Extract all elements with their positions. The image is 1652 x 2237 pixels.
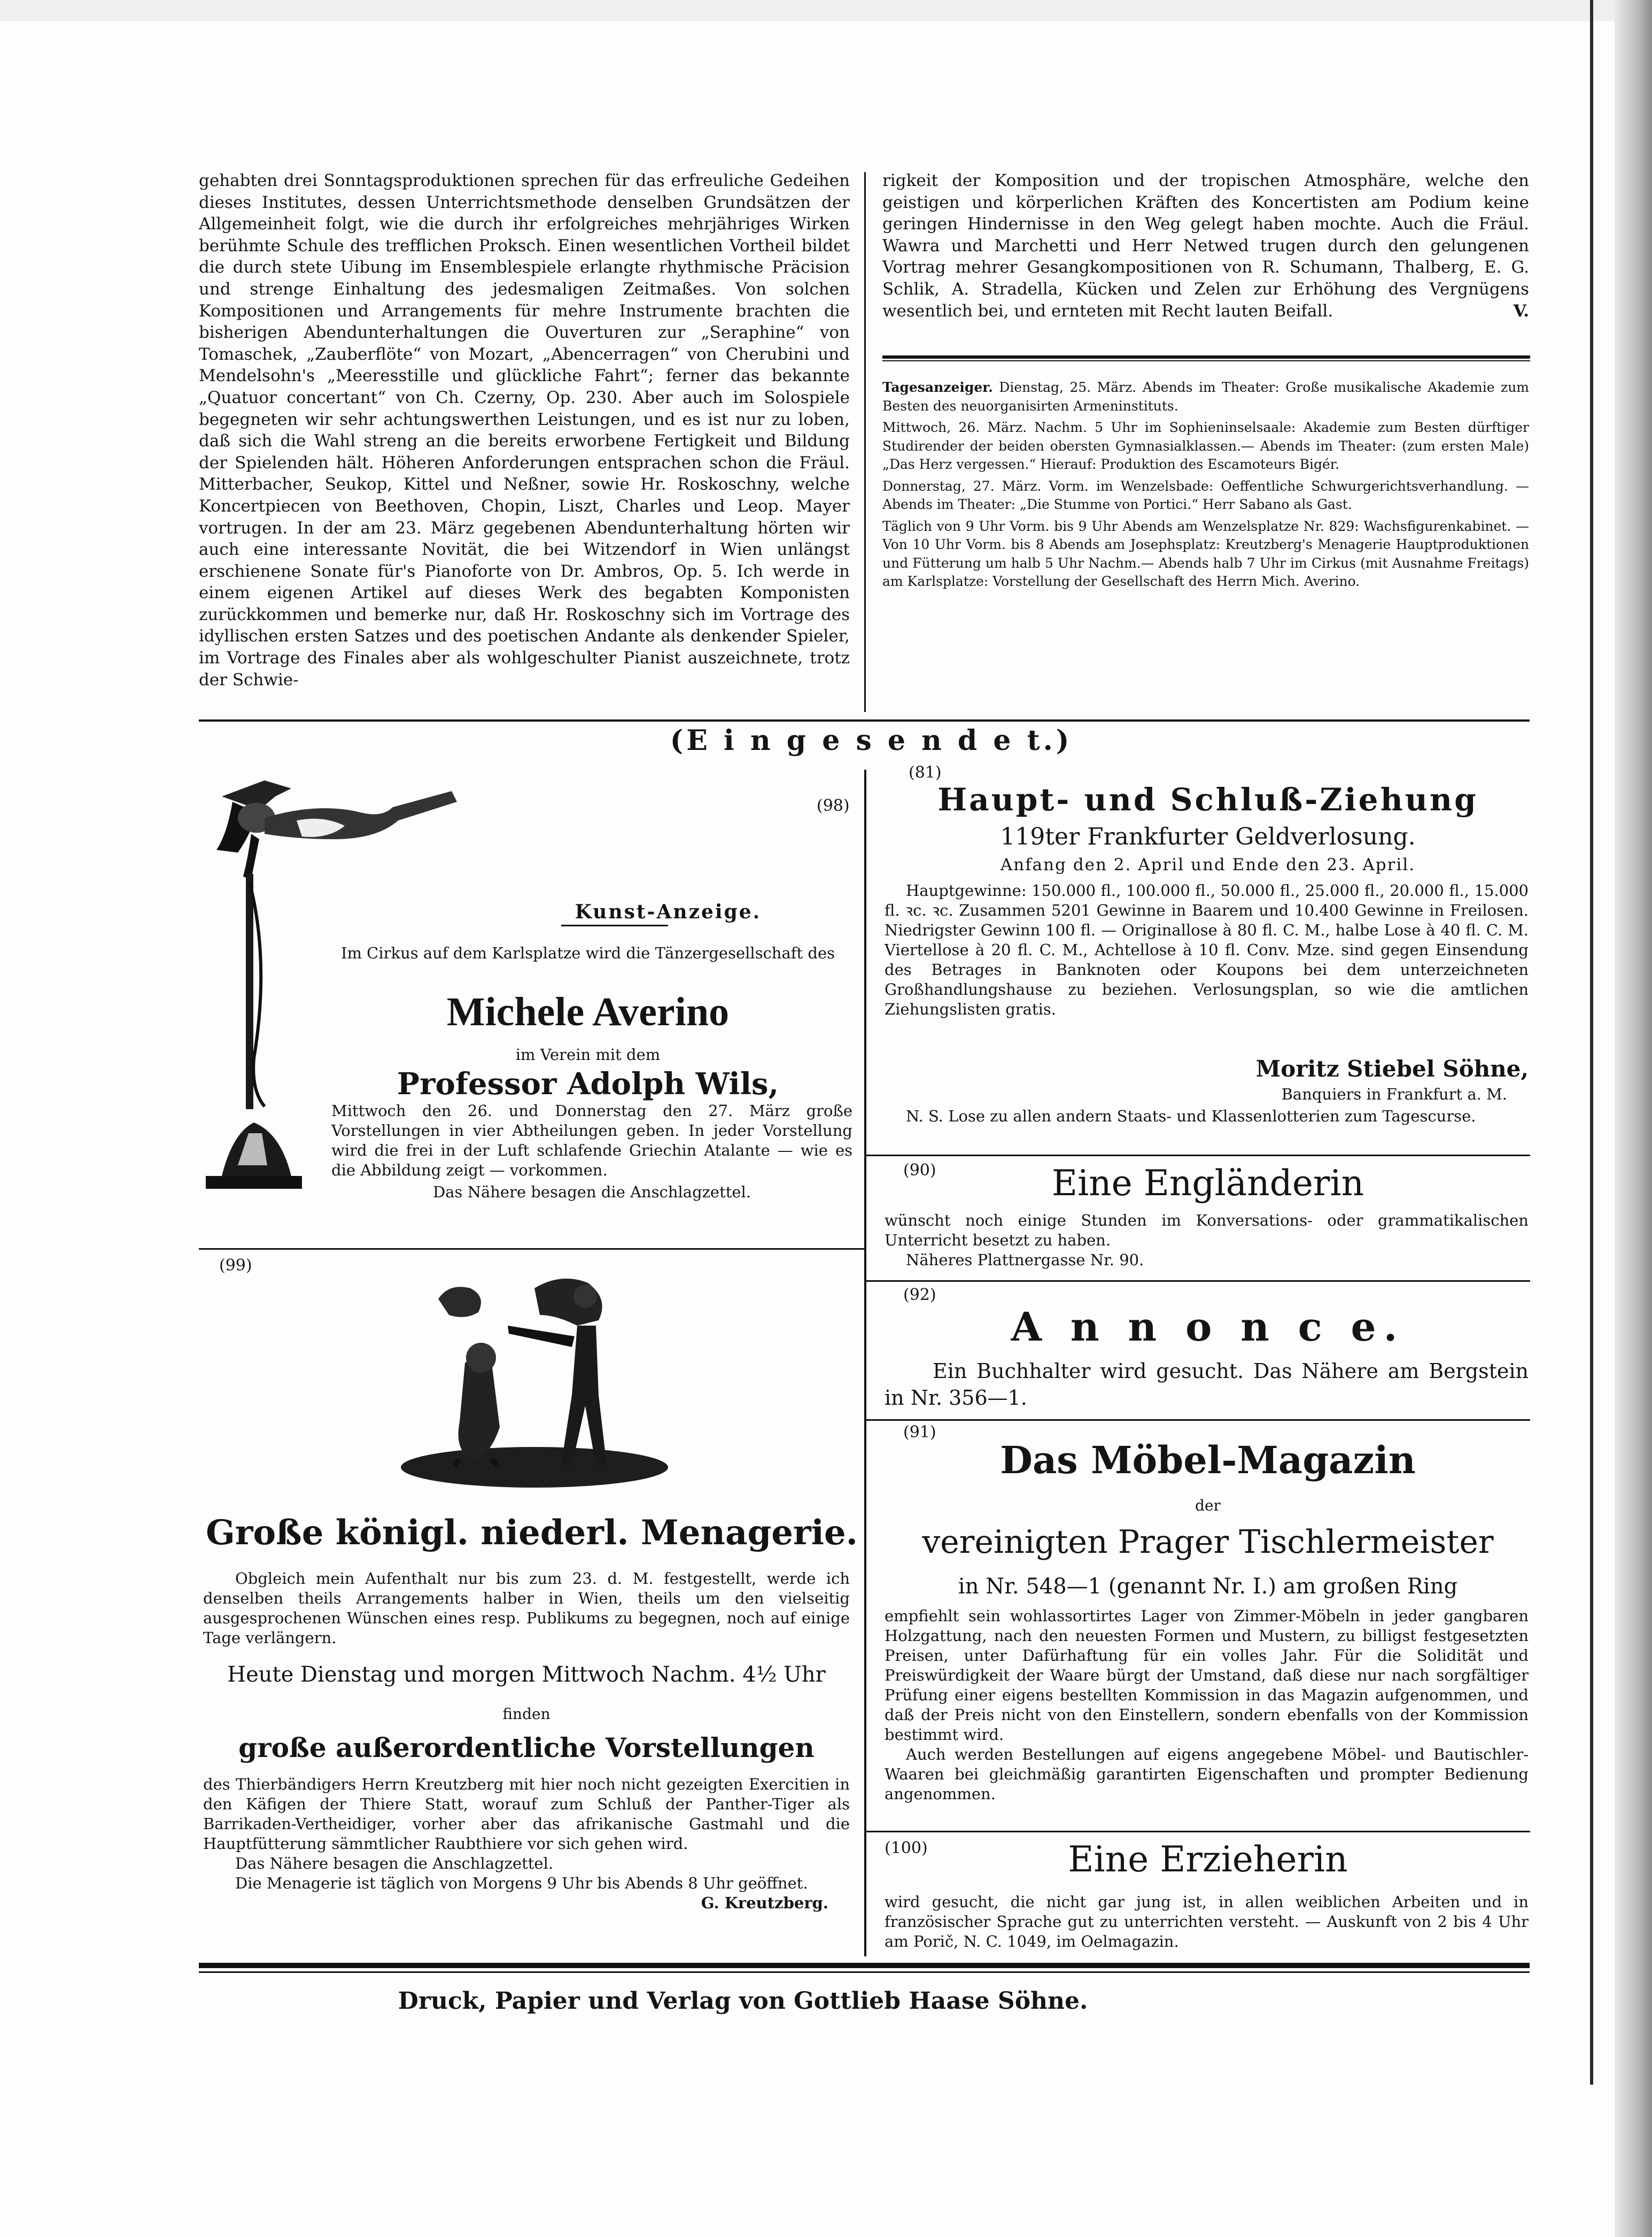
ad-number: (81) bbox=[909, 763, 942, 782]
ad-99-heading: Große königl. niederl. Menagerie. bbox=[206, 1513, 858, 1553]
tagesanzeiger-entry: Täglich von 9 Uhr Vorm. bis 9 Uhr Abends am Wenzelsplatze Nr. 829: Wachsfigurenkabinet. — Von 10 Uhr Vorm. bis 8 Abends am Josephsplatz: Kreutzberg's Menagerie Hauptproduktionen und Fütterung um halb 5 Uhr Nachm.— Abends halb 7 Uhr im Cirkus (mit Ausnahme Freitags) am Karlsplatze: Vorstellung der Gesellschaft des Herrn Mich. Averino. bbox=[882, 518, 1529, 589]
scan-top-edge bbox=[0, 0, 1652, 21]
ad-99-signature: G. Kreutzberg. bbox=[701, 1894, 828, 1912]
ad-99-body-2: des Thierbändigers Herrn Kreutzberg mit hier noch nicht gezeigten Exercitien in den Käfigen der Thiere Statt, worauf zum Schluß der Panther-Tiger als Barrikaden-Vertheidiger, vorher aber das afrikanische Gastmahl und die Hauptfütterung sämmtlicher Raubthiere vor sich gehen wird. Das Nähere besagen die Anschlagzettel. Die Menagerie ist täglich von Morgens 9 Uhr bis Abends 8 Uhr geöffnet. G. Kreutzberg. bbox=[203, 1775, 850, 1912]
ad-100-heading: Eine Erzieherin bbox=[1068, 1839, 1348, 1880]
ad-number: (92) bbox=[903, 1286, 936, 1304]
ad-number: (98) bbox=[817, 796, 850, 815]
scan-page-edge-line bbox=[1590, 0, 1593, 2085]
ad-99-time-line: Heute Dienstag und morgen Mittwoch Nachm. 4½ Uhr bbox=[227, 1662, 826, 1687]
footer-thin-rule bbox=[199, 1971, 1530, 1973]
tagesanzeiger-entry: Mittwoch, 26. März. Nachm. 5 Uhr im Sophieninselsaale: Akademie zum Besten dürftiger Studirender der beiden obersten Gymnasialklassen.— Abends im Theater: (zum ersten Male) „Das Herz vergessen.“ Hierauf: Produktion des Escamoteurs Bigér. bbox=[882, 420, 1529, 472]
column-divider-ads bbox=[864, 770, 866, 1956]
ad-92-body: Ein Buchhalter wird gesucht. Das Nähere am Bergstein in Nr. 356—1. bbox=[885, 1359, 1529, 1410]
ad-98-body: Mittwoch den 26. und Donnerstag den 27. März große Vorstellungen in vier Abtheilungen geben. In jeder Vorstellung wird die frei in der Luft schlafende Griechin Atalante — wie es die Abbildung zeigt — vorkommen. Das Nähere besagen die Anschlagzettel. bbox=[331, 1102, 852, 1201]
ad-81-note: N. S. Lose zu allen andern Staats- und Klassenlotterien zum Tagescurse. bbox=[906, 1107, 1476, 1125]
divider-double-rule-thin bbox=[882, 360, 1530, 361]
ad-90-footer: Näheres Plattnergasse Nr. 90. bbox=[906, 1251, 1144, 1269]
ad-99-finden: finden bbox=[502, 1705, 550, 1723]
ad-91-location: in Nr. 548—1 (genannt Nr. I.) am großen Ring bbox=[958, 1574, 1458, 1599]
scan-page-edge bbox=[1615, 0, 1652, 2237]
ad-81-firm-sub: Banquiers in Frankfurt a. M. bbox=[1281, 1085, 1507, 1103]
animal-tamer-illustration bbox=[385, 1267, 684, 1491]
article-signature: V. bbox=[1513, 301, 1529, 321]
ad-separator bbox=[866, 1155, 1530, 1156]
ad-number: (99) bbox=[219, 1256, 252, 1275]
tagesanzeiger-entry: Tagesanzeiger. Dienstag, 25. März. Abends im Theater: Große musikalische Akademie zum Besten des neuorganisirten Armeninstituts. bbox=[882, 380, 1529, 414]
ad-98-intro: Im Cirkus auf dem Karlsplatze wird die Tänzergesellschaft des bbox=[341, 944, 835, 962]
article-paragraph-continued: rigkeit der Komposition und der tropischen Atmosphäre, welche den geistigen und körperlichen Kräften des Koncertisten am Podium keine geringen Hindernisse in den Weg gelegt haben mochte. Auch die Fräul. Wawra und Marchetti und Herr Netwed trugen durch den gelungenen Vortrag mehrer Gesangkompositionen von R. Schumann, Thalberg, E. G. Schlik, A. Stradella, Kücken und Zelen zur Erhöhung des Vergnügens wesentlich bei, und ernteten mit Recht lauten Beifall. V. bbox=[882, 170, 1529, 322]
ad-92-heading: A n n o n c e. bbox=[1011, 1304, 1405, 1350]
ad-90-body: wünscht noch einige Stunden im Konversations- oder grammatikalischen Unterricht besetzt zu haben. Näheres Plattnergasse Nr. 90. bbox=[885, 1211, 1529, 1269]
ad-81-body: Hauptgewinne: 150.000 fl., 100.000 fl., 50.000 fl., 25.000 fl., 20.000 fl., 15.000 fl. ꝛc. ꝛc. Zusammen 5201 Gewinne in Baarem und 10.400 Gewinne in Freilosen. Niedrigster Gewinn 100 fl. — Originallose à 80 fl. C. M., halbe Lose à 40 fl. C. M. Viertellose à 20 fl. C. M., Achtellose à 10 fl. Conv. Mze. sind gegen Einsendung des Betrages in Banknoten oder Koupons bei dem unterzeichneten Großhandlungshause zu beziehen. Verlosungsplan, so wie die amtlichen Ziehungslisten gratis. bbox=[885, 881, 1529, 1018]
ad-number: (91) bbox=[903, 1423, 936, 1442]
ad-91-der: der bbox=[1195, 1497, 1221, 1514]
ad-number: (100) bbox=[885, 1839, 928, 1857]
tagesanzeiger-entry: Donnerstag, 27. März. Vorm. im Wenzelsbade: Oeffentliche Schwurgerichtsverhandlung. — Abends im Theater: „Die Stumme von Portici.“ Herr Sabano als Gast. bbox=[882, 478, 1529, 512]
ad-81-subheading: 119ter Frankfurter Geldverlosung. bbox=[1000, 823, 1416, 850]
ad-91-body: empfiehlt sein wohlassortirtes Lager von Zimmer-Möbeln in jeder gangbaren Holzgattung, nach den neuesten Formen und Mustern, zu billigst festgesetzten Preisen, unter Dafürhaftung für ein volles Jahr. Für die Solidität und Preiswürdigkeit der Waare bürgt der Umstand, daß diese nur nach sorgfältiger Prüfung einer eigens bestellten Kommission in das Magazin aufgenommen, und daß der Preis nicht von den Einstellern, sondern ebenfalls von der Kommission bestimmt wird. Auch werden Bestellungen auf eigens angegebene Möbel- und Bautischler-Waaren bei gleichmäßig garantirten Eigenschaften und prompter Bedienung angenommen. bbox=[885, 1607, 1529, 1803]
section-rule bbox=[199, 719, 1530, 722]
eingesendet-heading: (E i n g e s e n d e t.) bbox=[670, 724, 1073, 757]
ad-number: (90) bbox=[903, 1161, 936, 1180]
column-divider-top bbox=[864, 172, 866, 712]
ad-98-footer: Das Nähere besagen die Anschlagzettel. bbox=[432, 1183, 751, 1201]
ad-separator bbox=[866, 1831, 1530, 1832]
tagesanzeiger-lead: Tagesanzeiger. bbox=[882, 380, 993, 395]
ad-90-heading: Eine Engländerin bbox=[1051, 1163, 1364, 1204]
article-paragraph: gehabten drei Sonntagsproduktionen sprechen für das erfreuliche Gedeihen dieses Institutes, dessen Unterrichtsmethode denselben Grundsätzen der Allgemeinheit folgt, wie die durch ihr erfolgreiches mehrjähriges Wirken berühmte Schule des trefflichen Proksch. Einen wesentlichen Vortheil bildet die durch stete Uibung im Ensemblespiele erlangte rhythmische Präcision und strenge Einhaltung des jedesmaligen Zeitmaßes. Von solchen Kompositionen und Arrangements für mehre Instrumente brachten die bisherigen Abendunterhaltungen die Ouverturen zur „Seraphine“ von Tomaschek, „Zauberflöte“ von Mozart, „Abencerragen“ von Cherubini und Mendelsohn's „Meeresstille und glückliche Fahrt“; ferner das bekannte „Quatuor concertant“ von Ch. Czerny, Op. 230. Aber auch im Solospiele begegneten wir sehr achtungswerthen Leistungen, und es ist nur zu loben, daß sich die Wahl streng an die bereits erworbene Fertigkeit und Bildung der Spielenden hält. Höheren Anforderungen entsprachen schon die Fräul. Mitterbacher, Seukop, Kittel und Neßner, sowie Hr. Roskoschny, welche Koncertpiecen von Beethoven, Chopin, Liszt, Charles und Leop. Mayer vortrugen. In der am 23. März gegebenen Abendunterhaltung hörten wir auch eine interessante Novität, die bei Witzendorf in Wien unlängst erschienene Sonate für's Pianoforte von Dr. Ambros, Op. 5. Ich werde in einem eigenen Artikel auf dieses Werk des begabten Komponisten zurückkommen und bemerke nur, daß Hr. Roskoschny sich im Vortrage des idyllischen ersten Satzes und des poetischen Andante als denkender Spieler, im Vortrage des Finales aber als wohlgeschulter Pianist auszeichnete, trotz der Schwie- bbox=[199, 171, 850, 690]
ad-98-heading: Kunst-Anzeige. bbox=[575, 901, 762, 923]
article-right-column bbox=[882, 170, 1529, 322]
footer-thick-rule bbox=[199, 1963, 1530, 1968]
ad-separator bbox=[199, 1248, 864, 1250]
ad-98-with: im Verein mit dem bbox=[515, 1046, 661, 1064]
ad-81-dates: Anfang den 2. April und Ende den 23. April. bbox=[1000, 855, 1416, 874]
ad-91-heading: Das Möbel-Magazin bbox=[1000, 1438, 1416, 1482]
divider-double-rule bbox=[882, 355, 1530, 359]
imprint: Druck, Papier und Verlag von Gottlieb Haase Söhne. bbox=[398, 1987, 1088, 2015]
tagesanzeiger bbox=[882, 378, 1529, 591]
ad-separator bbox=[866, 1419, 1530, 1421]
ad-98-professor: Professor Adolph Wils, bbox=[397, 1066, 779, 1102]
ad-81-heading: Haupt- und Schluß-Ziehung bbox=[937, 781, 1478, 818]
ad-separator bbox=[866, 1280, 1530, 1282]
ad-99-body-1: Obgleich mein Aufenthalt nur bis zum 23. d. M. festgestellt, werde ich denselben theils Arrangements halber in Wien, theils um den vielseitig ausgesprochenen Wünschen eines resp. Publikums zu begegnen, noch auf einige Tage verlängern. bbox=[203, 1569, 850, 1647]
ad-100-body: wird gesucht, die nicht gar jung ist, in allen weiblichen Arbeiten und in französischer Sprache gut zu unterrichten versteht. — Auskunft von 2 bis 4 Uhr am Porič, N. C. 1049, im Oelmagazin. bbox=[885, 1893, 1529, 1950]
ad-81-firm: Moritz Stiebel Söhne, bbox=[1255, 1056, 1529, 1082]
ad-99-big-line: große außerordentliche Vorstellungen bbox=[238, 1732, 815, 1763]
ad-98-heading-rule bbox=[561, 925, 668, 926]
ad-91-subheading: vereinigten Prager Tischlermeister bbox=[922, 1523, 1494, 1561]
article-left-column bbox=[199, 170, 850, 691]
ad-98-name: Michele Averino bbox=[446, 989, 730, 1034]
